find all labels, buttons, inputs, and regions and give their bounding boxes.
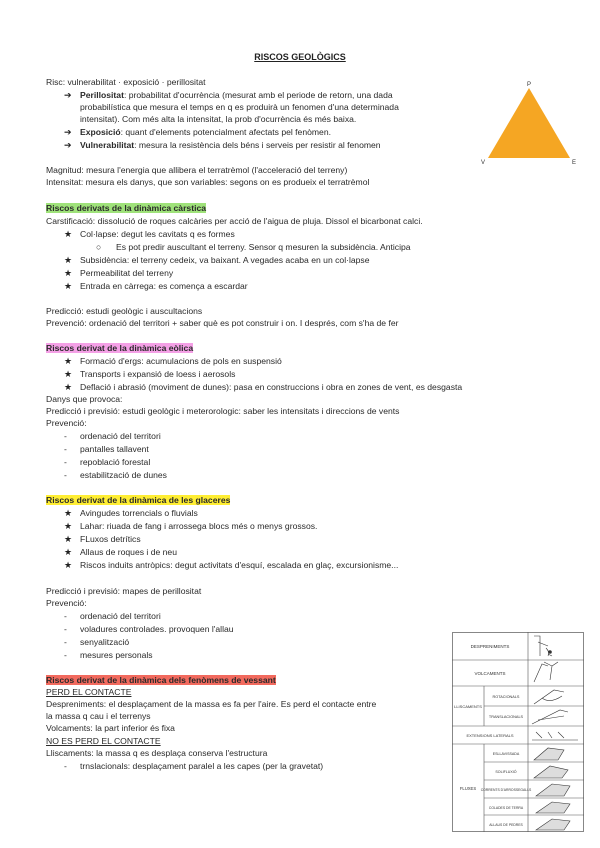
prevencio-line: Prevenció: ordenació del territori + saber què es pot construir i on. I després, com s'ha de fer (46, 318, 399, 328)
circle-bullet-icon: ○ (96, 242, 102, 252)
magnitud-line: Magnitud: mesura l'energia que allibera el terratrèmol (l'acceleració del terreny) (46, 165, 348, 175)
section-heading-glaceres: Riscos derivat de la dinàmica de les glaceres (46, 495, 231, 505)
dash-bullet: - (64, 624, 67, 634)
prevencio-line: Prevenció: (46, 418, 87, 428)
star-bullet-icon: ★ (64, 560, 73, 570)
prediccio-line: Predicció: estudi geològic i auscultacions (46, 306, 203, 316)
arrow-icon: ➔ (64, 127, 72, 137)
sub-soliflucio: SOLIFLUXIÓ (495, 770, 517, 774)
arrow-icon: ➔ (64, 140, 72, 150)
list-item: ordenació del territori (80, 611, 161, 621)
dash-bullet: - (64, 637, 67, 647)
term-exposicio: Exposició (80, 127, 121, 137)
list-item: voladures controlades. provoquen l'allau (80, 624, 234, 634)
list-item: repoblació forestal (80, 457, 151, 467)
dash-bullet: - (64, 444, 67, 454)
list-item: Riscos induits antròpics: degut activitats d'esquí, escalada en glaç, excursionisme... (80, 560, 399, 570)
dash-bullet: - (64, 470, 67, 480)
row-lliscaments: LLISCAMENTS (454, 704, 482, 709)
list-item: ordenació del territori (80, 431, 161, 441)
lliscaments-line: Lliscaments: la massa q es desplaça conserva l'estructura (46, 748, 268, 758)
prediccio-line: Predicció i previsió: mapes de perillositat (46, 586, 202, 596)
star-bullet-icon: ★ (64, 508, 73, 518)
list-item: estabilització de dunes (80, 470, 167, 480)
dash-bullet: - (64, 457, 67, 467)
perillositat-text: : probabilitat d'ocurrència (mesurat amb el periode de retorn, una dada (123, 90, 393, 100)
page-title: RISCOS GEOLÒGICS (254, 52, 346, 62)
list-item: Col·lapse: degut les cavitats q es formes (80, 229, 235, 239)
row-volcaments: VOLCAMENTS (474, 671, 506, 676)
row-fluxes: FLUXES (459, 786, 477, 791)
row-despreniments: DESPRENIMENTS (470, 644, 510, 649)
star-bullet-icon: ★ (64, 382, 73, 392)
prediccio-line: Predicció i previsió: estudi geològic i meterorologic: saber les intensitats i direccions de vents (46, 406, 400, 416)
risc-definition: Risc: vulnerabilitat · exposició · perillositat (46, 77, 206, 87)
despreniments-line: Despreniments: el desplaçament de la massa es fa per l'aire. Es perd el contacte entre (46, 699, 377, 709)
star-bullet-icon: ★ (64, 534, 73, 544)
dash-bullet: - (64, 761, 67, 771)
list-item: Allaus de roques i de neu (80, 547, 177, 557)
despreniments-line-2: la massa q cau i el terrenys (46, 711, 151, 721)
sub-esllavissada: ESLLAVISSADA (492, 752, 520, 756)
triangle-label-right: E (572, 160, 577, 166)
list-item: mesures personals (80, 650, 153, 660)
star-bullet-icon: ★ (64, 268, 73, 278)
exposicio-text: : quant d'elements potencialment afectats pel fenòmen. (120, 127, 332, 137)
carstificacio-line: Carstificació: dissolució de roques calcàries per acció de l'aigua de pluja. Dissol el bicarbonat calci. (46, 216, 423, 226)
risk-triangle-diagram (478, 78, 578, 168)
star-bullet-icon: ★ (64, 356, 73, 366)
perillositat-cont-2: intensitat). Com més alta la intensitat, la prob d'ocurrència és més baixa. (80, 114, 357, 124)
dash-bullet: - (64, 431, 67, 441)
dash-bullet: - (64, 650, 67, 660)
perillositat-line (80, 90, 393, 101)
star-bullet-icon: ★ (64, 521, 73, 531)
list-item: Subsidència: el terreny cedeix, va baixant. A vegades acaba en un col·lapse (80, 255, 370, 265)
perillositat-cont-1: probabilística que mesura el temps en q es produirà un fenomen d'una determinada (80, 102, 399, 112)
sub-allaus: ALLAUS DE PEDRES (489, 823, 523, 827)
sub-corrents: CORRENTS D'ARROSSEGALLS (480, 788, 532, 792)
list-item: pantalles tallavent (80, 444, 149, 454)
list-item: Entrada en càrrega: es comença a escardar (80, 281, 248, 291)
exposicio-line (80, 127, 331, 138)
list-item: Lahar: riuada de fang i arrossega blocs més o menys grossos. (80, 521, 318, 531)
dash-bullet: - (64, 611, 67, 621)
arrow-icon: ➔ (64, 90, 72, 100)
sub-translacionals: TRANSLACIONALS (488, 715, 524, 719)
section-heading-carstica: Riscos derivats de la dinàmica càrstica (46, 203, 207, 213)
triangle-label-left: V (481, 160, 486, 166)
section-heading-eolica: Riscos derivat de la dinàmica eòlica (46, 343, 194, 353)
intensitat-line: Intensitat: mesura els danys, que son variables: segons on es produeix el terratrèmol (46, 177, 370, 187)
triangle-label-top: P (527, 82, 532, 88)
list-item: Permeabilitat del terreny (80, 268, 174, 278)
list-item: trnslacionals: desplaçament paralel a les capes (per la gravetat) (80, 761, 324, 771)
triangle-shape (488, 88, 570, 158)
term-vulnerabilitat: Vulnerabilitat (80, 140, 135, 150)
term-perillositat: Perillositat (80, 90, 124, 100)
vulnerabilitat-line (80, 140, 381, 151)
prevencio-line: Prevenció: (46, 598, 87, 608)
star-bullet-icon: ★ (64, 281, 73, 291)
slope-movements-table (452, 632, 584, 832)
star-bullet-icon: ★ (64, 229, 73, 239)
sub-colades: COLADES DE TERRA (488, 806, 524, 810)
volcaments-line: Volcaments: la part inferior és fixa (46, 723, 175, 733)
vulnerabilitat-text: : mesura la resistència dels béns i serveis per resistir al fenomen (134, 140, 381, 150)
list-item: Deflació i abrasió (moviment de dunes): pasa en construccions i obra en zones de vent, es desgasta (80, 382, 463, 392)
list-item: senyalització (80, 637, 130, 647)
sub-rotacionals: ROTACIONALS (492, 695, 520, 699)
danys-line: Danys que provoca: (46, 394, 123, 404)
star-bullet-icon: ★ (64, 547, 73, 557)
perd-contacte-heading: PERD EL CONTACTE (46, 687, 132, 697)
no-perd-contacte-heading: NO ES PERD EL CONTACTE (46, 736, 161, 746)
list-item: Avingudes torrencials o fluvials (80, 508, 198, 518)
star-bullet-icon: ★ (64, 255, 73, 265)
star-bullet-icon: ★ (64, 369, 73, 379)
section-heading-vessant: Riscos derivat de la dinàmica dels fenòmens de vessant (46, 675, 276, 685)
list-item: Transports i expansió de loess i aerosols (80, 369, 236, 379)
row-extensions: EXTENSIONS LATERALS (466, 733, 514, 738)
list-item: Formació d'ergs: acumulacions de pols en suspensió (80, 356, 282, 366)
list-item: Es pot predir auscultant el terreny. Sensor q mesuren la subsidència. Anticipa (116, 242, 411, 252)
list-item: FLuxos detrítics (80, 534, 141, 544)
